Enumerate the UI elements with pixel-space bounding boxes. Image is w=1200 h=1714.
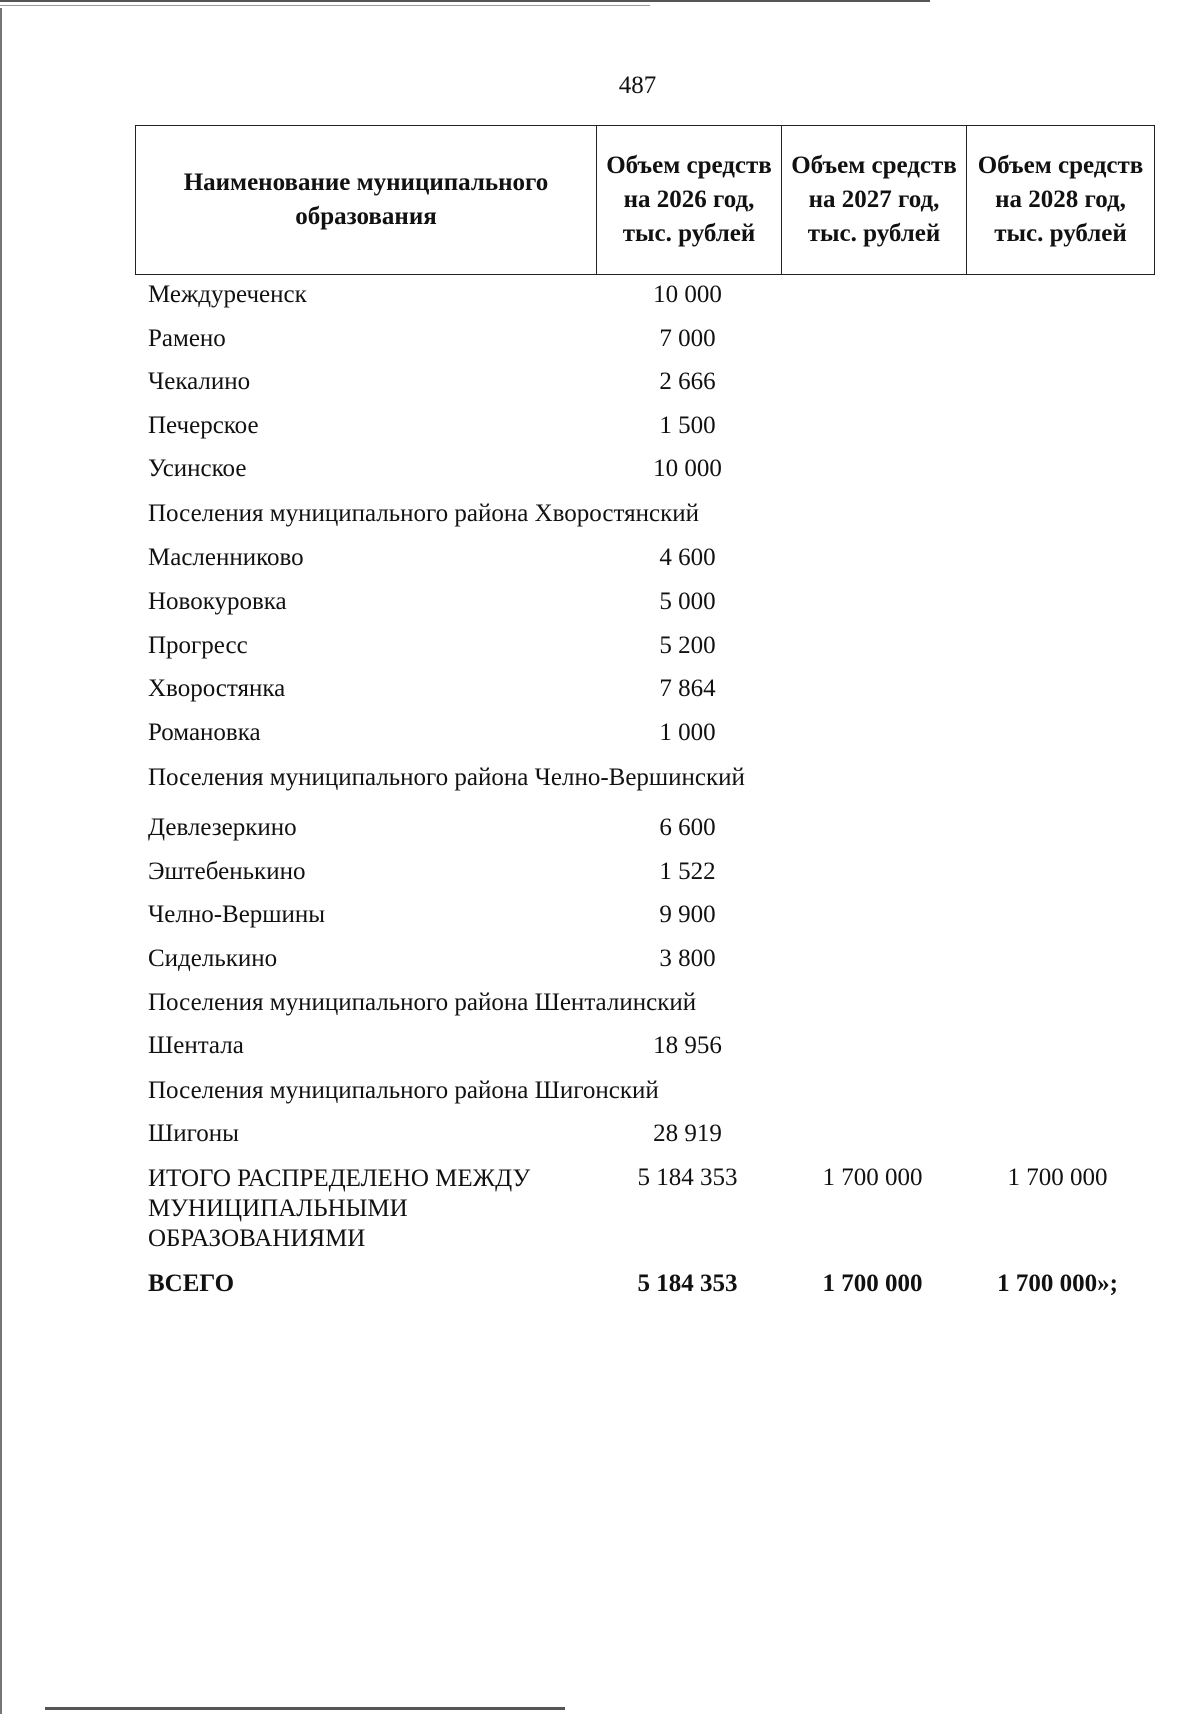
municipality-name: Усинское <box>148 455 247 482</box>
total-label-line2: МУНИЦИПАЛЬНЫМИ <box>148 1195 408 1222</box>
municipality-name: Сиделькино <box>148 945 278 972</box>
municipality-name: Шентала <box>148 1032 244 1059</box>
value-2026: 1 000 <box>659 719 716 746</box>
municipality-name: Шигоны <box>148 1120 239 1147</box>
group-heading: Поселения муниципального района Хворостянский <box>148 500 700 527</box>
grand-total-2026: 5 184 353 <box>637 1270 738 1297</box>
value-2026: 4 600 <box>659 544 716 571</box>
group-heading: Поселения муниципального района Шигонский <box>148 1077 659 1104</box>
group-heading: Поселения муниципального района Шенталинский <box>148 989 697 1016</box>
value-2026: 28 919 <box>653 1120 722 1147</box>
total-label-line1: ИТОГО РАСПРЕДЕЛЕНО МЕЖДУ <box>148 1165 531 1192</box>
value-2026: 10 000 <box>653 281 722 308</box>
value-2026: 2 666 <box>659 368 716 395</box>
value-2026: 7 000 <box>659 325 716 352</box>
group-heading: Поселения муниципального района Челно-Вершинский <box>148 764 745 791</box>
scan-edge-left <box>0 8 2 1714</box>
allocation-table <box>135 125 1155 1297</box>
value-2026: 3 800 <box>659 945 716 972</box>
value-2026: 1 522 <box>659 858 716 885</box>
municipality-name: Чекалино <box>148 368 251 395</box>
total-2026: 5 184 353 <box>637 1164 738 1191</box>
municipality-name: Печерское <box>148 412 259 439</box>
total-2028: 1 700 000 <box>1007 1164 1108 1191</box>
scan-edge-top-thin <box>0 5 650 6</box>
municipality-name: Прогресс <box>148 632 248 659</box>
header-2026: Объем средств на 2026 год, тыс. рублей <box>596 126 781 274</box>
grand-total-2028: 1 700 000»; <box>997 1270 1118 1297</box>
municipality-name: Рамено <box>148 325 226 352</box>
municipality-name: Челно-Вершины <box>148 901 326 928</box>
value-2026: 7 864 <box>659 675 716 702</box>
value-2026: 1 500 <box>659 412 716 439</box>
header-2028: Объем средств на 2028 год, тыс. рублей <box>966 126 1154 274</box>
header-municipality: Наименование муниципального образования <box>183 169 549 230</box>
value-2026: 18 956 <box>653 1032 722 1059</box>
value-2026: 9 900 <box>659 901 716 928</box>
grand-total-2027: 1 700 000 <box>822 1270 923 1297</box>
value-2026: 5 000 <box>659 588 716 615</box>
municipality-name: Девлезеркино <box>148 814 297 841</box>
municipality-name: Новокуровка <box>148 588 287 615</box>
value-2026: 6 600 <box>659 814 716 841</box>
municipality-name: Междуреченск <box>148 281 307 308</box>
municipality-name: Эштебенькино <box>148 858 306 885</box>
header-2027: Объем средств на 2027 год, тыс. рублей <box>781 126 966 274</box>
municipality-name: Хворостянка <box>148 675 286 702</box>
total-2027: 1 700 000 <box>822 1164 923 1191</box>
scan-edge-top <box>0 0 930 2</box>
value-2026: 10 000 <box>653 455 722 482</box>
municipality-name: Масленниково <box>148 544 304 571</box>
scan-edge-bottom <box>45 1707 565 1710</box>
grand-total-label: ВСЕГО <box>148 1270 235 1297</box>
table-header <box>135 125 1155 275</box>
value-2026: 5 200 <box>659 632 716 659</box>
page-number: 487 <box>618 72 657 99</box>
total-label-line3: ОБРАЗОВАНИЯМИ <box>148 1225 366 1252</box>
municipality-name: Романовка <box>148 719 261 746</box>
